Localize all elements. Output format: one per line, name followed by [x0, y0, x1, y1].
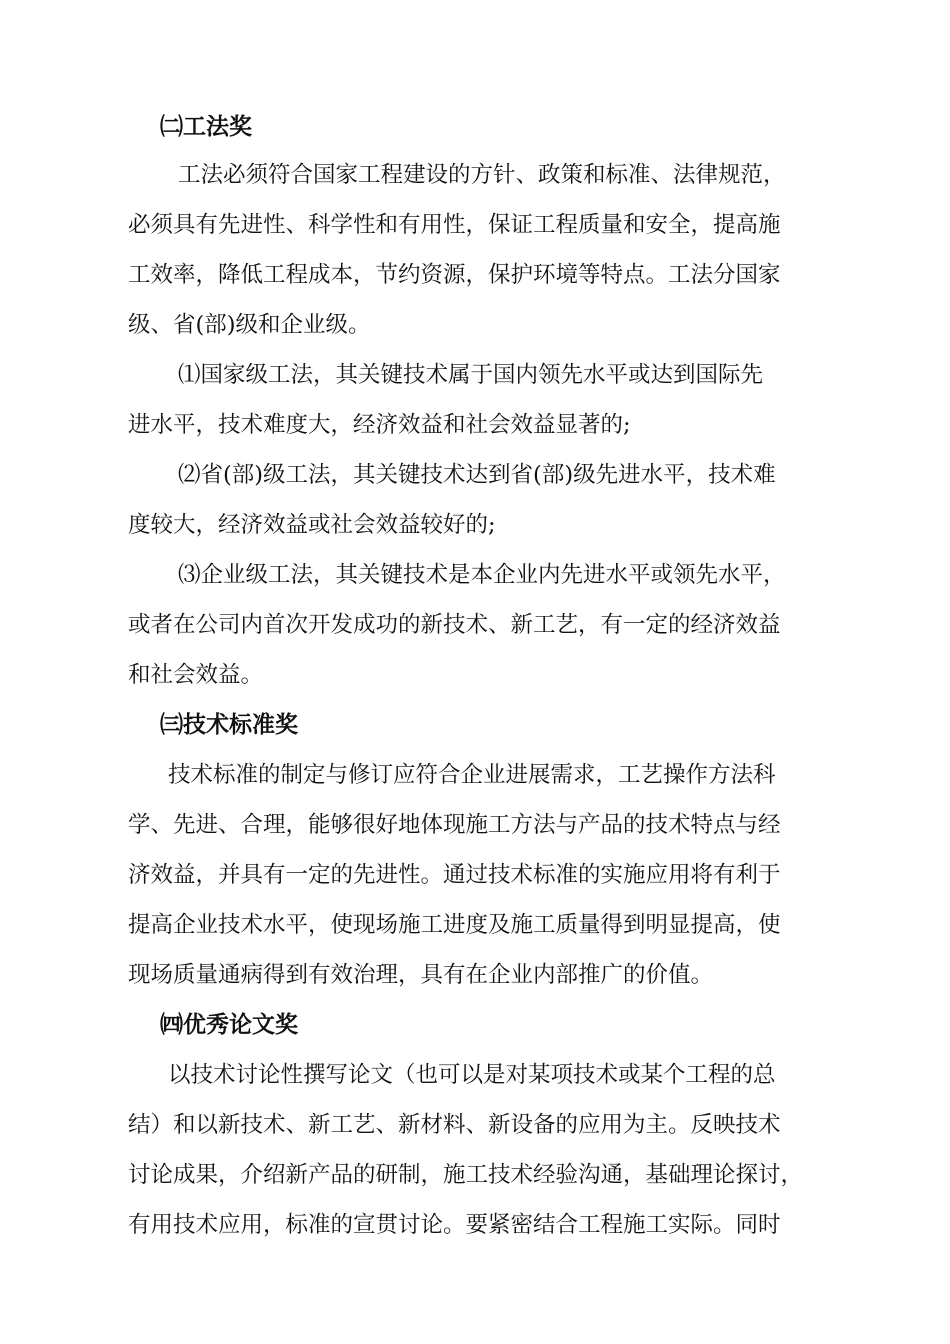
paragraph-line: 现场质量通病得到有效治理，具有在企业内部推广的价值。	[128, 962, 714, 988]
paragraph-line: 技术标准的制定与修订应符合企业进展需求，工艺操作方法科	[168, 762, 776, 788]
list-item-line: 进水平，技术难度大，经济效益和社会效益显著的;	[128, 412, 631, 438]
section-heading-method-award: ㈡工法奖	[160, 114, 252, 140]
paragraph-line: 有用技术应用，标准的宣贯讨论。要紧密结合工程施工实际。同时	[128, 1212, 781, 1238]
paragraph-line: 讨论成果，介绍新产品的研制，施工技术经验沟通，基础理论探讨，	[128, 1162, 804, 1188]
list-item-line: 和社会效益。	[128, 662, 264, 688]
paragraph-line: 结）和以新技术、新工艺、新材料、新设备的应用为主。反映技术	[128, 1112, 781, 1138]
paragraph-line: 工效率，降低工程成本，节约资源，保护环境等特点。工法分国家	[128, 262, 781, 288]
section-heading-technical-standard-award: ㈢技术标准奖	[160, 712, 298, 738]
paragraph-line: 级、省(部)级和企业级。	[128, 312, 371, 338]
paragraph-line: 济效益，并具有一定的先进性。通过技术标准的实施应用将有利于	[128, 862, 781, 888]
list-item-line: 度较大，经济效益或社会效益较好的;	[128, 512, 496, 538]
list-item-line: ⑵省(部)级工法，其关键技术达到省(部)级先进水平，技术难	[178, 462, 776, 488]
list-item-line: ⑴国家级工法，其关键技术属于国内领先水平或达到国际先	[178, 362, 764, 388]
list-item-line: 或者在公司内首次开发成功的新技术、新工艺，有一定的经济效益	[128, 612, 781, 638]
paragraph-line: 提高企业技术水平，使现场施工进度及施工质量得到明显提高，使	[128, 912, 781, 938]
paragraph-line: 必须具有先进性、科学性和有用性，保证工程质量和安全，提高施	[128, 212, 781, 238]
paragraph-line: 学、先进、合理，能够很好地体现施工方法与产品的技术特点与经	[128, 812, 781, 838]
list-item-line: ⑶企业级工法，其关键技术是本企业内先进水平或领先水平，	[178, 562, 786, 588]
section-heading-excellent-paper-award: ㈣优秀论文奖	[160, 1012, 298, 1038]
paragraph-line: 以技术讨论性撰写论文（也可以是对某项技术或某个工程的总	[168, 1062, 776, 1088]
paragraph-line: 工法必须符合国家工程建设的方针、政策和标准、法律规范，	[178, 162, 786, 188]
